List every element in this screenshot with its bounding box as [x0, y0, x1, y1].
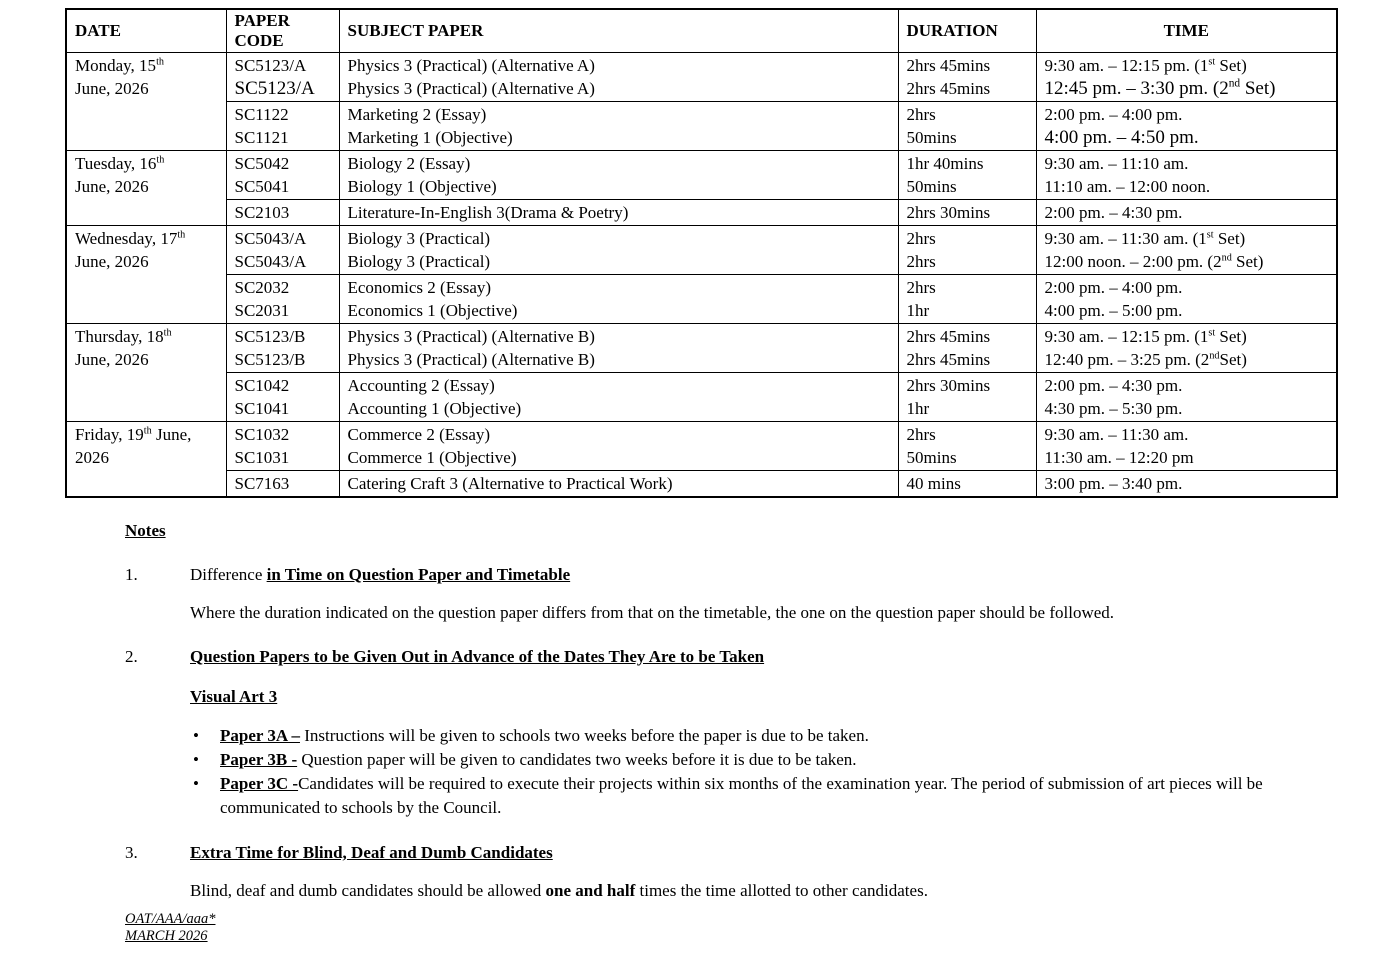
code-cell	[226, 200, 339, 226]
code-cell-line: SC5123/B	[234, 327, 306, 346]
subject-cell	[339, 53, 898, 102]
duration-cell-line: 2hrs	[906, 278, 936, 297]
time-cell-line: 12:00 noon. – 2:00 pm. (2nd Set)	[1044, 252, 1264, 271]
time-cell-line: 2:00 pm. – 4:30 pm.	[1044, 376, 1183, 395]
date-line: June, 2026	[75, 252, 149, 271]
subject-cell-line: Physics 3 (Practical) (Alternative B)	[347, 350, 595, 369]
subject-cell-line: Biology 3 (Practical)	[347, 229, 491, 248]
code-cell	[226, 151, 339, 200]
note-body	[190, 602, 1275, 624]
bullet-text	[220, 774, 1263, 817]
col-header-time: TIME	[1036, 9, 1337, 53]
date-line: Wednesday, 17th	[75, 229, 186, 248]
duration-cell-line: 2hrs	[906, 425, 936, 444]
code-cell-line: SC1121	[234, 128, 289, 147]
date-line: Thursday, 18th	[75, 327, 172, 346]
time-cell-line: 2:00 pm. – 4:00 pm.	[1044, 278, 1183, 297]
time-cell-line: 9:30 am. – 11:10 am.	[1044, 154, 1189, 173]
duration-cell-line: 2hrs 45mins	[906, 350, 991, 369]
document-footer	[125, 911, 215, 945]
time-cell	[1036, 373, 1337, 422]
date-cell	[66, 151, 226, 226]
notes-section	[125, 520, 1275, 902]
time-cell-line: 9:30 am. – 12:15 pm. (1st Set)	[1044, 327, 1247, 346]
col-header-duration: DURATION	[898, 9, 1036, 53]
subject-cell	[339, 275, 898, 324]
table-row	[66, 324, 1337, 373]
subject-cell-line: Physics 3 (Practical) (Alternative B)	[347, 327, 595, 346]
duration-cell	[898, 226, 1036, 275]
text-segment: Paper 3B -	[220, 750, 298, 769]
note-heading	[190, 842, 1275, 864]
subject-cell-line: Biology 2 (Essay)	[347, 154, 471, 173]
duration-cell	[898, 53, 1036, 102]
subject-cell-line: Physics 3 (Practical) (Alternative A)	[347, 56, 595, 75]
exam-timetable	[65, 8, 1338, 498]
duration-cell	[898, 275, 1036, 324]
bullet-icon: •	[193, 726, 199, 745]
subject-cell-line: Commerce 2 (Essay)	[347, 425, 491, 444]
duration-cell-line: 1hr	[906, 399, 930, 418]
note-subheading	[190, 686, 1275, 708]
code-cell-line: SC5042	[234, 154, 290, 173]
subject-cell-line: Catering Craft 3 (Alternative to Practical Work)	[347, 474, 673, 493]
table-row	[66, 102, 1337, 151]
time-cell-line: 9:30 am. – 12:15 pm. (1st Set)	[1044, 56, 1247, 75]
duration-cell	[898, 422, 1036, 471]
notes-items	[125, 564, 1275, 902]
duration-cell	[898, 151, 1036, 200]
time-cell-line: 4:00 pm. – 5:00 pm.	[1044, 301, 1183, 320]
code-cell-line: SC1041	[234, 399, 290, 418]
table-row	[66, 275, 1337, 324]
duration-cell-line: 50mins	[906, 177, 957, 196]
note-content	[190, 564, 1275, 624]
text-segment: one and half	[545, 881, 636, 900]
subject-cell-line: Economics 1 (Objective)	[347, 301, 518, 320]
time-cell	[1036, 275, 1337, 324]
time-cell	[1036, 200, 1337, 226]
table-row	[66, 471, 1337, 498]
text-segment: in Time on Question Paper and Timetable	[266, 565, 571, 584]
table-row	[66, 200, 1337, 226]
duration-cell-line: 2hrs 30mins	[906, 203, 991, 222]
note-item	[125, 646, 1275, 820]
date-line: 2026	[75, 448, 109, 467]
time-cell-line: 2:00 pm. – 4:30 pm.	[1044, 203, 1183, 222]
note-content	[190, 842, 1275, 902]
date-cell	[66, 324, 226, 422]
code-cell	[226, 226, 339, 275]
time-cell	[1036, 102, 1337, 151]
superscript: nd	[1209, 350, 1220, 362]
code-cell-line: SC1122	[234, 105, 289, 124]
duration-cell	[898, 471, 1036, 498]
table-row	[66, 53, 1337, 102]
time-cell-line: 4:30 pm. – 5:30 pm.	[1044, 399, 1183, 418]
footer-reference-code: OAT/AAA/aaa*	[125, 911, 216, 927]
time-cell-line: 11:10 am. – 12:00 noon.	[1044, 177, 1211, 196]
duration-cell-line: 2hrs 45mins	[906, 79, 991, 98]
duration-cell	[898, 200, 1036, 226]
superscript: th	[156, 154, 165, 166]
bullet-icon: •	[193, 774, 199, 793]
text-segment: Extra Time for Blind, Deaf and Dumb Candidates	[190, 843, 553, 862]
duration-cell	[898, 324, 1036, 373]
superscript: th	[143, 425, 152, 437]
subject-cell-line: Accounting 1 (Objective)	[347, 399, 522, 418]
code-cell	[226, 373, 339, 422]
superscript: th	[163, 327, 172, 339]
date-line: June, 2026	[75, 350, 149, 369]
duration-cell-line: 1hr	[906, 301, 930, 320]
bullet-item	[190, 748, 1272, 772]
col-header-date: DATE	[66, 9, 226, 53]
bullet-item	[190, 724, 1272, 748]
timetable-header	[66, 9, 1337, 53]
time-cell-line: 2:00 pm. – 4:00 pm.	[1044, 105, 1183, 124]
note-number: 1.	[125, 565, 138, 584]
superscript: st	[1206, 229, 1214, 241]
date-line: June, 2026	[75, 177, 149, 196]
code-cell-line: SC5123/A	[234, 78, 315, 99]
bullet-icon: •	[193, 750, 199, 769]
subject-cell-line: Biology 3 (Practical)	[347, 252, 491, 271]
subject-cell	[339, 422, 898, 471]
time-cell	[1036, 53, 1337, 102]
time-cell-line: 11:30 am. – 12:20 pm	[1044, 448, 1194, 467]
code-cell	[226, 275, 339, 324]
note-bullet-list	[190, 724, 1275, 820]
note-item	[125, 564, 1275, 624]
text-segment: Paper 3A –	[220, 726, 300, 745]
date-line: June, 2026	[75, 79, 149, 98]
code-cell-line: SC5041	[234, 177, 290, 196]
col-header-paper-code: PAPER CODE	[226, 9, 339, 53]
code-cell-line: SC2103	[234, 203, 290, 222]
code-cell	[226, 53, 339, 102]
text-segment: Difference	[190, 565, 267, 584]
time-cell-line: 12:40 pm. – 3:25 pm. (2ndSet)	[1044, 350, 1247, 369]
code-cell	[226, 324, 339, 373]
code-cell-line: SC5123/A	[234, 56, 307, 75]
duration-cell-line: 50mins	[906, 128, 957, 147]
bullet-item	[190, 772, 1272, 820]
code-cell-line: SC2031	[234, 301, 290, 320]
code-cell-line: SC1032	[234, 425, 290, 444]
table-header-row	[66, 9, 1337, 53]
text-segment: Where the duration indicated on the question paper differs from that on the timetable, the one on the question paper should be followed.	[190, 603, 1115, 622]
duration-cell-line: 2hrs	[906, 105, 936, 124]
text-segment: times the time allotted to other candidates.	[635, 881, 928, 900]
date-cell	[66, 53, 226, 151]
subject-cell	[339, 151, 898, 200]
duration-cell	[898, 102, 1036, 151]
text-segment: Instructions will be given to schools two weeks before the paper is due to be taken.	[299, 726, 869, 745]
duration-cell-line: 40 mins	[906, 474, 961, 493]
note-body	[190, 880, 1275, 902]
text-segment: Question paper will be given to candidates two weeks before it is due to be taken.	[297, 750, 857, 769]
duration-cell	[898, 373, 1036, 422]
text-segment: Question Papers to be Given Out in Advance of the Dates They Are to be Taken	[190, 647, 765, 666]
duration-cell-line: 2hrs	[906, 252, 936, 271]
superscript: st	[1208, 56, 1216, 68]
duration-cell-line: 2hrs 30mins	[906, 376, 991, 395]
date-line: Friday, 19th June,	[75, 425, 192, 444]
table-row	[66, 373, 1337, 422]
code-cell-line: SC5043/A	[234, 252, 307, 271]
subject-cell	[339, 324, 898, 373]
note-content	[190, 646, 1275, 820]
subject-cell	[339, 102, 898, 151]
superscript: st	[1208, 327, 1216, 339]
duration-cell-line: 2hrs	[906, 229, 936, 248]
subject-cell-line: Commerce 1 (Objective)	[347, 448, 517, 467]
date-line: Tuesday, 16th	[75, 154, 165, 173]
time-cell	[1036, 151, 1337, 200]
text-segment: Blind, deaf and dumb candidates should be allowed	[190, 881, 546, 900]
duration-cell-line: 2hrs 45mins	[906, 56, 991, 75]
superscript: th	[156, 56, 164, 68]
date-line: Monday, 15th	[75, 56, 164, 75]
code-cell	[226, 102, 339, 151]
footer-date: MARCH 2026	[125, 928, 208, 944]
subject-cell-line: Literature-In-English 3(Drama & Poetry)	[347, 203, 629, 222]
code-cell	[226, 471, 339, 498]
time-cell-line: 9:30 am. – 11:30 am. (1st Set)	[1044, 229, 1246, 248]
time-cell-line: 4:00 pm. – 4:50 pm.	[1044, 127, 1199, 148]
table-row	[66, 226, 1337, 275]
code-cell	[226, 422, 339, 471]
code-cell-line: SC7163	[234, 474, 290, 493]
time-cell	[1036, 324, 1337, 373]
superscript: th	[177, 229, 186, 241]
text-segment: Paper 3C -	[220, 774, 299, 793]
subject-cell-line: Marketing 2 (Essay)	[347, 105, 487, 124]
time-cell	[1036, 226, 1337, 275]
duration-cell-line: 1hr 40mins	[906, 154, 984, 173]
table-row	[66, 422, 1337, 471]
duration-cell-line: 2hrs 45mins	[906, 327, 991, 346]
superscript: nd	[1221, 252, 1232, 264]
code-cell-line: SC1042	[234, 376, 290, 395]
note-item	[125, 842, 1275, 902]
subject-cell-line: Accounting 2 (Essay)	[347, 376, 495, 395]
subject-cell-line: Marketing 1 (Objective)	[347, 128, 513, 147]
date-cell	[66, 422, 226, 498]
time-cell	[1036, 422, 1337, 471]
time-cell	[1036, 471, 1337, 498]
note-number: 2.	[125, 647, 138, 666]
code-cell-line: SC2032	[234, 278, 290, 297]
time-cell-line: 9:30 am. – 11:30 am.	[1044, 425, 1189, 444]
note-number: 3.	[125, 843, 138, 862]
duration-cell-line: 50mins	[906, 448, 957, 467]
date-cell	[66, 226, 226, 324]
code-cell-line: SC1031	[234, 448, 290, 467]
note-heading	[190, 646, 1275, 668]
code-cell-line: SC5123/B	[234, 350, 306, 369]
time-cell-line: 12:45 pm. – 3:30 pm. (2nd Set)	[1044, 77, 1276, 99]
subject-cell	[339, 373, 898, 422]
subject-cell	[339, 200, 898, 226]
note-heading	[190, 564, 1275, 586]
superscript: nd	[1228, 77, 1241, 90]
timetable-body	[66, 53, 1337, 498]
subject-cell	[339, 226, 898, 275]
table-row	[66, 151, 1337, 200]
text-segment: Visual Art 3	[190, 687, 278, 706]
bullet-text	[220, 750, 857, 769]
notes-title: Notes	[125, 521, 166, 540]
code-cell-line: SC5043/A	[234, 229, 307, 248]
subject-cell	[339, 471, 898, 498]
subject-cell-line: Physics 3 (Practical) (Alternative A)	[347, 79, 595, 98]
text-segment: Candidates will be required to execute their projects within six months of the examination year. The period of submission of art pieces will be communicated to schools by the Council.	[220, 774, 1263, 817]
time-cell-line: 3:00 pm. – 3:40 pm.	[1044, 474, 1183, 493]
col-header-subject-paper: SUBJECT PAPER	[339, 9, 898, 53]
subject-cell-line: Economics 2 (Essay)	[347, 278, 492, 297]
bullet-text	[220, 726, 869, 745]
subject-cell-line: Biology 1 (Objective)	[347, 177, 497, 196]
